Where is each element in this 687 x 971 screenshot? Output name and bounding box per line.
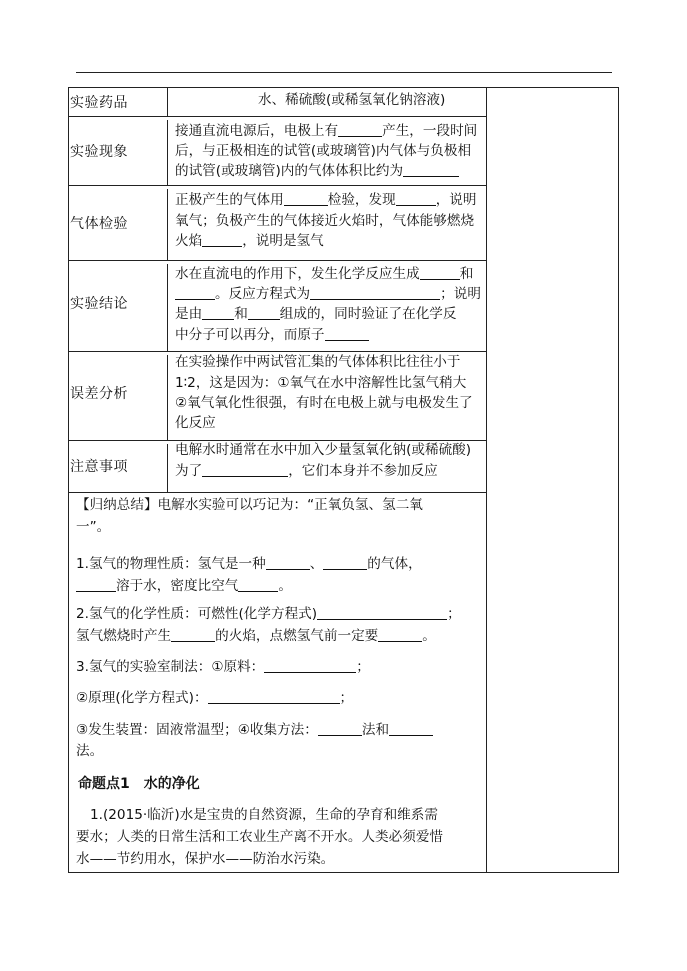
fill-blank[interactable] xyxy=(310,285,440,300)
header-rule xyxy=(76,72,612,73)
phenomena-line-1: 接通直流电源后，电极上有 产生，一段时间 xyxy=(175,123,478,139)
error-line-4: 化反应 xyxy=(175,415,216,431)
summary-line-2: 一”。 xyxy=(76,519,111,535)
question-1-line-3: 水——节约用水，保护水——防治水污染。 xyxy=(76,851,335,867)
fill-blank[interactable] xyxy=(325,326,369,341)
fill-blank[interactable] xyxy=(202,462,288,477)
question-1-line-1: 1.(2015·临沂)水是宝贵的自然资源，生命的孕育和维系需 xyxy=(90,807,438,823)
right-column-divider xyxy=(486,87,487,873)
fill-blank[interactable] xyxy=(323,555,367,570)
label-divider xyxy=(167,120,168,185)
lab-prep-apparatus-2: 法。 xyxy=(76,743,104,759)
hydrogen-physical-2: 溶于水，密度比空气 。 xyxy=(76,575,476,597)
fill-blank[interactable] xyxy=(266,555,310,570)
row-divider xyxy=(68,260,486,261)
fill-blank[interactable] xyxy=(202,305,234,320)
row-label-reagents: 实验药品 xyxy=(70,95,128,111)
section-heading: 命题点1 水的净化 xyxy=(78,776,200,792)
hydrogen-chemical-2: 氢气燃烧时产生 的火焰，点燃氢气前一定要 。 xyxy=(76,628,436,644)
hydrogen-physical-1: 1.氢气的物理性质：氢气是一种 、 的气体， xyxy=(76,556,422,572)
question-1-line-2: 要水；人类的日常生活和工农业生产离不开水。人类必须爱惜 xyxy=(76,829,444,845)
fill-blank[interactable] xyxy=(318,721,362,736)
fill-blank[interactable] xyxy=(208,689,340,704)
fill-blank[interactable] xyxy=(238,577,278,592)
row-divider xyxy=(68,116,486,117)
summary-line-1: 【归纳总结】电解水实验可以巧记为：“正氧负氢、氢二氧 xyxy=(76,497,423,513)
lab-prep-apparatus-1: ③发生装置：固液常温型；④收集方法： 法和 xyxy=(76,719,476,741)
fill-blank[interactable] xyxy=(378,627,422,642)
fill-blank[interactable] xyxy=(420,265,460,280)
fill-blank[interactable] xyxy=(403,162,459,177)
fill-blank[interactable] xyxy=(396,191,436,206)
error-line-3: ②氧气氧化性很强，有时在电极上就与电极发生了 xyxy=(175,395,473,411)
row-divider xyxy=(68,492,486,493)
conclusion-line-4: 中分子可以再分，而原子 xyxy=(175,325,486,346)
conclusion-line-2: 。反应方程式为 ；说明 xyxy=(175,284,486,305)
row-label-notes: 注意事项 xyxy=(70,459,128,475)
fill-blank[interactable] xyxy=(284,191,328,206)
notes-line-2: 为了 ，它们本身并不参加反应 xyxy=(175,463,438,479)
fill-blank[interactable] xyxy=(76,577,116,592)
fill-blank[interactable] xyxy=(248,305,280,320)
gas-test-line-2: 氧气；负极产生的气体接近火焰时，气体能够燃烧 xyxy=(175,213,475,229)
fill-blank[interactable] xyxy=(264,658,356,673)
phenomena-line-2: 后，与正极相连的试管(或玻璃管)内气体与负极相 xyxy=(175,143,472,159)
row-label-conclusion: 实验结论 xyxy=(70,296,128,312)
fill-blank[interactable] xyxy=(202,232,242,247)
phenomena-line-3: 的试管(或玻璃管)内的气体体积比约为 xyxy=(175,161,486,182)
label-divider xyxy=(167,444,168,492)
row-divider xyxy=(68,185,486,186)
hydrogen-chemical-1: 2.氢气的化学性质：可燃性(化学方程式) ； xyxy=(76,606,461,622)
fill-blank[interactable] xyxy=(175,285,215,300)
label-divider xyxy=(167,264,168,351)
fill-blank[interactable] xyxy=(171,627,215,642)
conclusion-line-1: 水在直流电的作用下，发生化学反应生成 和 xyxy=(175,266,474,282)
fill-blank[interactable] xyxy=(317,605,447,620)
gas-test-line-1: 正极产生的气体用 检验，发现 ，说明 xyxy=(175,192,477,208)
error-line-1: 在实验操作中两试管汇集的气体体积比往往小于 xyxy=(175,354,461,370)
fill-blank[interactable] xyxy=(389,721,433,736)
lab-prep-materials: 3.氢气的实验室制法：①原料： ； xyxy=(76,659,370,675)
row-label-gas-test: 气体检验 xyxy=(70,216,128,232)
conclusion-line-3: 是由 和 组成的，同时验证了在化学反 xyxy=(175,306,457,322)
row-label-phenomena: 实验现象 xyxy=(70,144,128,160)
label-divider xyxy=(167,87,168,117)
notes-line-1: 电解水时通常在水中加入少量氢氧化钠(或稀硫酸) xyxy=(175,442,472,458)
label-divider xyxy=(167,355,168,440)
label-divider xyxy=(167,189,168,260)
fill-blank[interactable] xyxy=(338,122,382,137)
row-label-error-analysis: 误差分析 xyxy=(70,386,128,402)
reagents-content: 水、稀硫酸(或稀氢氧化钠溶液) xyxy=(258,92,446,108)
lab-prep-principle: ②原理(化学方程式)： ； xyxy=(76,690,354,706)
error-line-2: 1∶2，这是因为：①氧气在水中溶解性比氢气稍大 xyxy=(175,375,467,391)
gas-test-line-3: 火焰 ，说明是氢气 xyxy=(175,233,324,249)
